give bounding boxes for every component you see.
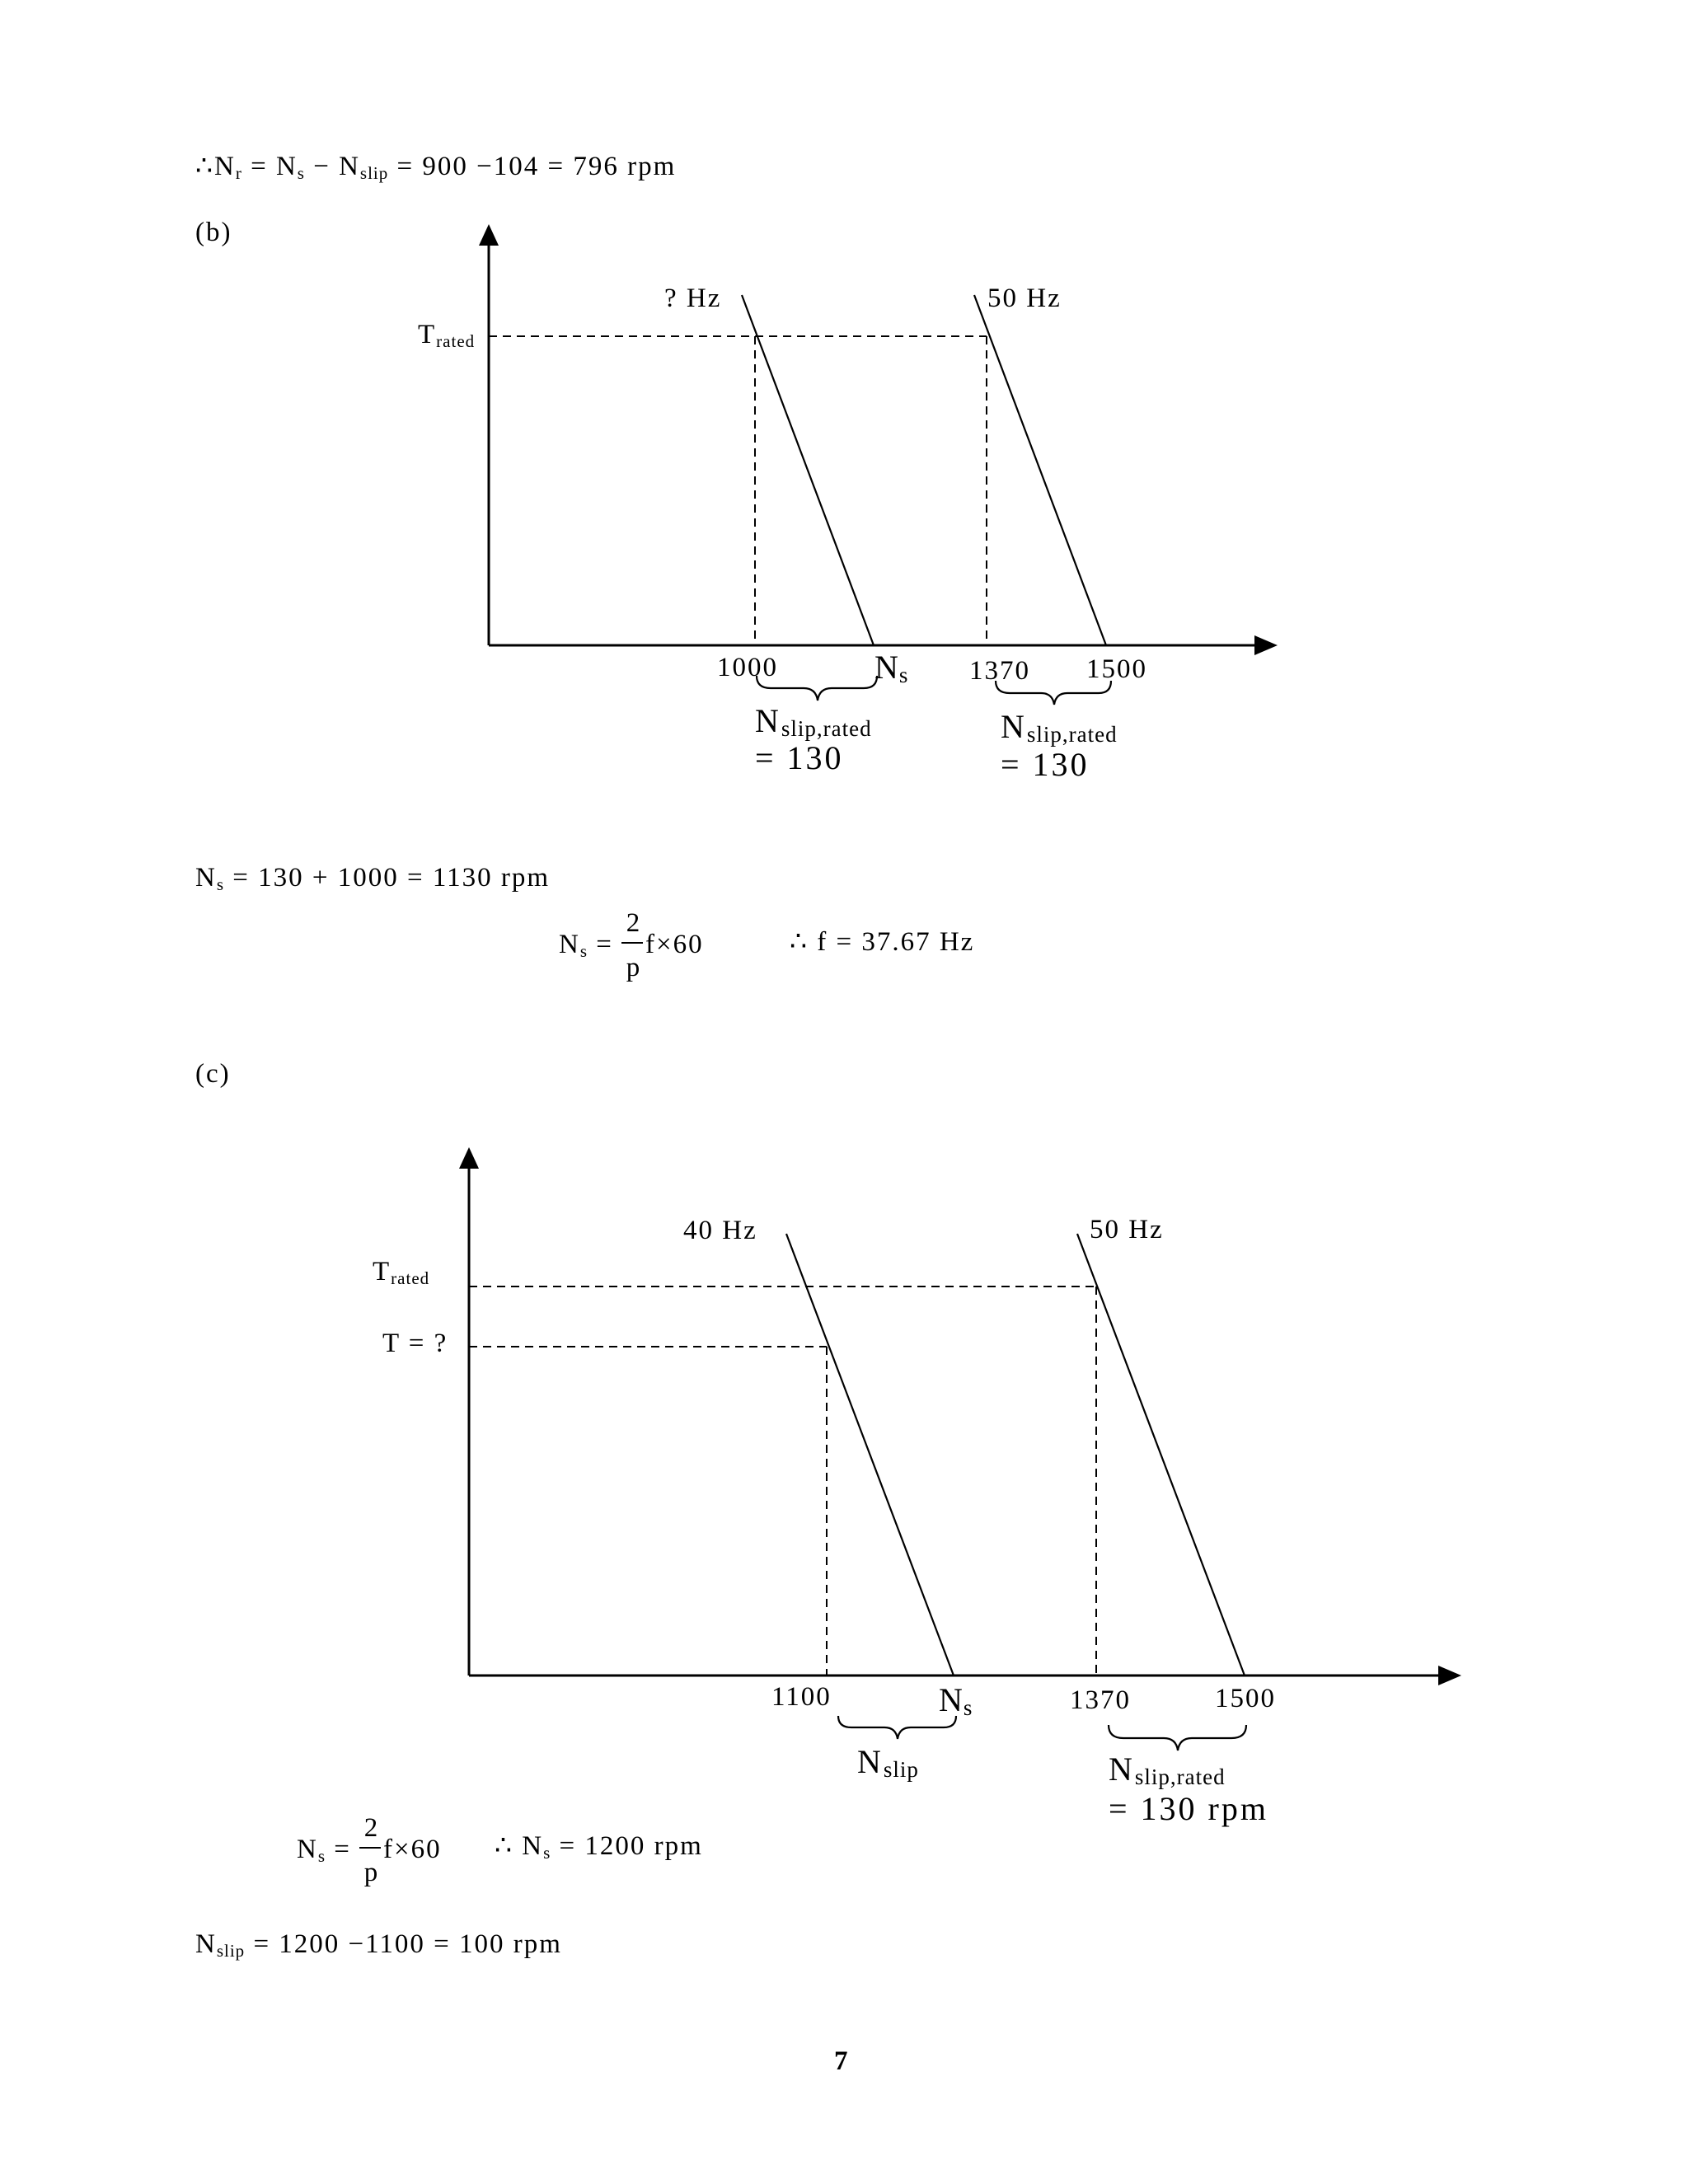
c-t-unknown-label: T = ? [382,1329,448,1358]
c-y-axis-arrow [459,1147,479,1169]
b-tick-1500: 1500 [1086,654,1147,684]
b-ns-equation: $N_s = 130 + 1000 = 1130$ rpm [195,863,551,894]
c-brace-slip [838,1716,956,1739]
c-40hz-label: 40 Hz [683,1216,757,1245]
c-formula-lhs: $N_s$ = [297,1835,351,1866]
c-curve-50hz [1077,1234,1245,1675]
c-formula-denominator: p [363,1858,378,1887]
c-50hz-label: 50 Hz [1090,1215,1164,1244]
c-slip-rated-value: = 130 rpm [1109,1790,1268,1827]
c-tick-1100: 1100 [771,1682,832,1712]
c-formula-rest: f×60 [383,1835,442,1864]
c-tick-1370: 1370 [1070,1685,1131,1715]
b-tick-1000: 1000 [717,653,778,682]
b-trated-label: $T_{rated}$ [418,320,476,351]
b-slip-left-value: = 130 [755,739,844,776]
c-slip-rated-label: Nslip,rated [1109,1750,1226,1789]
b-formula-numerator: 2 [626,908,640,938]
c-tick-1500: 1500 [1215,1684,1276,1713]
b-50hz-label: 50 Hz [987,284,1062,313]
c-brace-slip-rated [1109,1725,1246,1750]
b-tick-1370: 1370 [969,656,1030,686]
page-number: 7 [834,2046,848,2076]
c-formula-numerator: 2 [363,1813,378,1843]
c-formula-result: ∴ $N_s = 1200$ rpm [495,1831,703,1863]
b-formula-result: ∴ f = 37.67 Hz [790,927,975,957]
b-curve-unknown-hz [742,295,874,645]
b-curve-50hz [974,295,1106,645]
b-formula-rest: f×60 [645,930,704,959]
b-tick-ns: Ns [874,649,909,687]
b-slip-left-label: Nslip,rated [755,702,872,741]
c-nslip-equation: $N_{slip} = 1200 -1100 = 100$ rpm [195,1929,562,1961]
c-formula-fraction-bar [359,1847,381,1849]
b-slip-right-label: Nslip,rated [1001,708,1118,747]
b-formula-fraction-bar [621,942,643,944]
c-trated-label: $T_{rated}$ [373,1257,430,1288]
b-unknown-hz-label: ? Hz [664,284,722,313]
b-slip-right-value: = 130 [1001,746,1090,783]
section-c-label: (c) [195,1059,231,1089]
c-x-axis-arrow [1438,1666,1461,1685]
b-formula-lhs: $N_s$ = [559,930,613,961]
equation-nr: $\therefore N_r = N_s - N_{slip} = 900 -104 = 796$ rpm [195,152,677,183]
b-formula-denominator: p [626,953,640,982]
b-x-axis-arrow [1254,635,1278,655]
c-slip-label: Nslip [857,1743,919,1782]
c-tick-ns: Ns [939,1681,973,1720]
section-b-label: (b) [195,218,232,247]
b-y-axis-arrow [479,224,499,246]
c-curve-40hz [786,1234,954,1675]
